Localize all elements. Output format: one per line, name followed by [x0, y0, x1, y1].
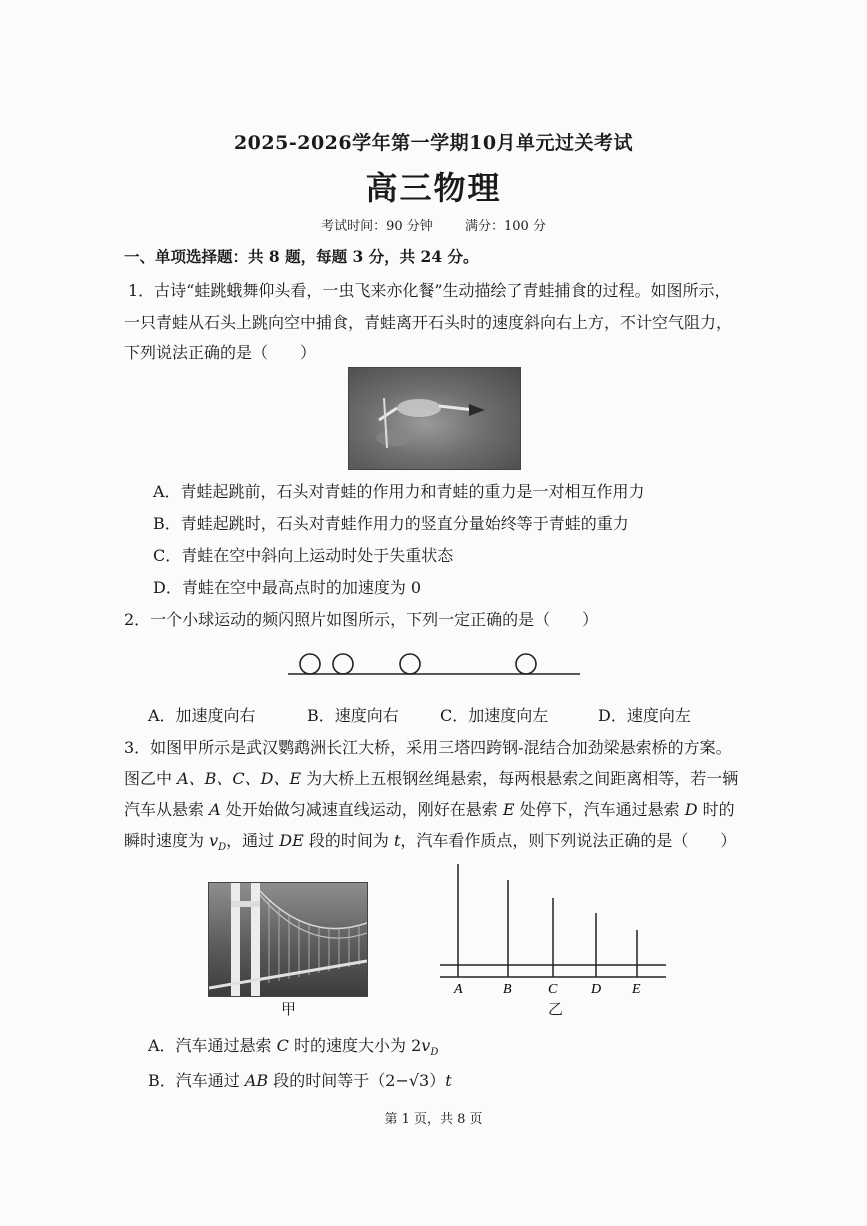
strobe-figure	[288, 650, 580, 680]
q1-option-d: D．青蛙在空中最高点时的加速度为 0	[153, 578, 422, 597]
q2-stem: 2．一个小球运动的频闪照片如图所示，下列一定正确的是（ ）	[124, 610, 599, 629]
subject-title: 高三物理	[365, 169, 502, 207]
ball-image-1	[300, 654, 320, 674]
q3-stem-line4: 瞬时速度为 $v_D$，通过 DE 段的时间为 t，汽车看作质点，则下列说法正确的是（ ）	[124, 831, 737, 854]
q1-stem-line1: 1．古诗“蛙跳蛾舞仰头看，一虫飞来亦化餐”生动描绘了青蛙捕食的过程。如图所示，	[128, 281, 731, 300]
q1-option-b: B．青蛙起跳时，石头对青蛙作用力的竖直分量始终等于青蛙的重力	[153, 514, 629, 533]
frog-photo	[348, 367, 521, 470]
ball-image-3	[400, 654, 420, 674]
q2-option-b: B．速度向右	[307, 706, 399, 725]
q3-option-b: B．汽车通过 AB 段的时间等于（2−√3）t	[148, 1071, 452, 1090]
q2-option-a: A．加速度向右	[148, 706, 256, 725]
cable-label-e: E	[632, 982, 641, 997]
q1-stem-line3: 下列说法正确的是（ ）	[124, 343, 317, 362]
exam-title: 2025-2026学年第一学期10月单元过关考试	[233, 132, 634, 154]
q3-stem-line2: 图乙中 A、B、C、D、E 为大桥上五根钢丝绳悬索，每两根悬索之间距离相等，若一辆	[124, 769, 739, 788]
cable-label-d: D	[591, 982, 602, 997]
q3-stem-line1: 3．如图甲所示是武汉鹦鹉洲长江大桥，采用三塔四跨钢-混结合加劲梁悬索桥的方案。	[124, 738, 732, 757]
q3-stem-line3: 汽车从悬索 A 处开始做匀减速直线运动，刚好在悬索 E 处停下，汽车通过悬索 D 时的	[124, 800, 735, 819]
q3-option-a: A．汽车通过悬索 C 时的速度大小为 $2v_D$	[148, 1036, 439, 1059]
ball-image-2	[333, 654, 353, 674]
q1-stem-line2: 一只青蛙从石头上跳向空中捕食，青蛙离开石头时的速度斜向右上方，不计空气阻力，	[124, 313, 733, 332]
exam-score: 满分：100 分	[464, 219, 546, 234]
q2-option-c: C．加速度向左	[440, 706, 549, 725]
cable-label-b: B	[503, 982, 512, 997]
exam-info	[0, 215, 867, 234]
q1-option-c: C．青蛙在空中斜向上运动时处于失重状态	[153, 546, 454, 565]
q2-option-d: D．速度向左	[598, 706, 691, 725]
fig-jia-caption: 甲	[281, 1000, 297, 1018]
q1-option-a: A．青蛙起跳前，石头对青蛙的作用力和青蛙的重力是一对相互作用力	[153, 482, 645, 501]
cable-label-a: A	[454, 982, 463, 997]
ball-image-4	[516, 654, 536, 674]
bridge-photo	[208, 882, 368, 997]
page-footer: 第 1 页，共 8 页	[384, 1112, 483, 1127]
fig-yi-caption: 乙	[548, 1000, 564, 1018]
section-heading: 一、单项选择题：共 8 题，每题 3 分，共 24 分。	[124, 247, 479, 266]
cable-label-c: C	[548, 982, 558, 997]
exam-time: 考试时间：90 分钟	[321, 219, 433, 234]
cable-diagram	[436, 860, 668, 1000]
